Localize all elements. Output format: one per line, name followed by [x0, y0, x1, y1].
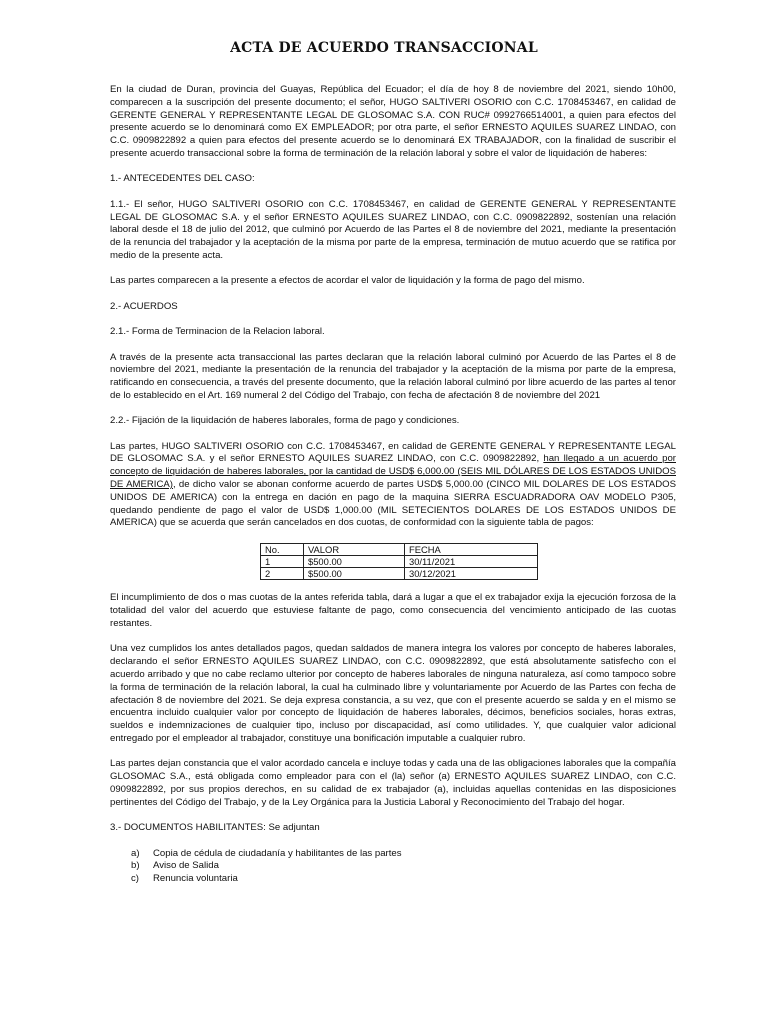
obligations-paragraph: Las partes dejan constancia que el valor acordado cancela e incluye todas y cada una de las obligaciones laborales que la compañía GLOSOMAC S.A., está obligada como empleador para con el (la) señor (a) ERNESTO AQUILES SUAREZ LINDAO, con C.C. 0909822892, por sus propios derechos, en su calidad de ex trabajador (a), incluidas aquellas contenidas en las disposiciones pertinentes del Código del Trabajo, y de la Ley Orgánica para la Justicia Laboral y Reconocimiento del Trabajo del hogar.: [110, 758, 676, 808]
document-title: ACTA DE ACUERDO TRANSACCIONAL: [230, 40, 538, 56]
section-2-2-text-end: , de dicho valor se abonan conforme acuerdo de partes USD$ 5,000.00 (CINCO MIL DOLARES DE LOS ESTADOS UNIDOS DE AMERICA) con la entrega en dación en pago de la maquina SIERRA ESCUADRADORA OAV MODELO P305, quedando pendiente de pago el valor de USD$ 1,000.00 (MIL SETECIENTOS DOLARES DE LOS ESTADOS UNIDOS DE AMERICA) que se acuerda que serán cancelados en dos cuotas, de conformidad con la siguiente tabla de pagos:: [110, 479, 676, 529]
payment-table: [260, 543, 538, 580]
list-marker: b): [131, 860, 140, 872]
default-clause-paragraph: El incumplimiento de dos o mas cuotas de la antes referida tabla, dará a lugar a que el ex trabajador exija la ejecución forzosa de la totalidad del valor del acuerdo que estuviese faltante de pago, como consecuencia del vencimiento anticipado de las cuotas restantes.: [110, 592, 676, 630]
header-valor: VALOR: [304, 543, 405, 555]
header-no: No.: [261, 543, 304, 555]
table-cell: $500.00: [304, 567, 405, 579]
list-item: [131, 860, 676, 873]
list-item: [131, 848, 676, 861]
intro-paragraph: En la ciudad de Duran, provincia del Guayas, República del Ecuador; el día de hoy 8 de noviembre del 2021, siendo 10h00, comparecen a la suscripción del presente documento; el señor, HUGO SALTIVERI OSORIO con C.C. 1708453467, en calidad de GERENTE GENERAL Y REPRESENTANTE LEGAL DE GLOSOMAC S.A. CON RUC# 0992766514001, a quien para efectos del presente acuerdo se lo denominará como EX EMPLEADOR; por otra parte, el señor ERNESTO AQUILES SUAREZ LINDAO, con C.C. 0909822892 a quien para efectos del presente acuerdo se lo denominará EX TRABAJADOR, con la finalidad de suscribir el presente acuerdo transaccional sobre la forma de terminación de la relación laboral y sobre el valor de liquidación de haberes:: [110, 84, 676, 159]
header-fecha: FECHA: [405, 543, 538, 555]
table-row: [261, 555, 538, 567]
list-marker: a): [131, 847, 140, 859]
section-2-heading: 2.- ACUERDOS: [110, 300, 178, 312]
attached-documents-list: [110, 848, 676, 886]
section-2-1-paragraph: A través de la presente acta transaccional las partes declaran que la relación laboral culminó por Acuerdo de las Partes el 8 de noviembre del 2021, mediante la presentación de la renuncia del trabajador y la aceptación de la misma por parte de la empresa, ratificando en consecuencia, a través del presente documento, que la relación laboral culminó por libre acuerdo de las partes al tenor de lo establecido en el Art. 169 numeral 2 del Código del Trabajo, con fecha de afectación 8 de noviembre del 2021: [110, 351, 676, 401]
list-item: [131, 873, 676, 886]
list-marker: c): [131, 872, 139, 884]
table-row: [261, 567, 538, 579]
table-cell: $500.00: [304, 555, 405, 567]
settlement-paragraph: Una vez cumplidos los antes detallados pagos, quedan saldados de manera integra los valores por concepto de haberes laborales, declarando el señor ERNESTO AQUILES SUAREZ LINDAO, con C.C. 0909822892, que está absolutamente satisfecho con el acuerdo arribado y que no cabe reclamo ulterior por concepto de haberes laborales de ninguna naturaleza, así como tampoco sobre la forma de terminación de la relación laboral, la cual ha culminado libre y voluntariamente por Acuerdo de las Partes con fecha de afectación 8 de noviembre del 2021. Se deja expresa constancia, a su vez, que con el presente acuerdo se salda y en el mismo se encuentra incluido cualquier valor por concepto de liquidación de haberes laborales, décimos, beneficios sociales, horas extras, sueldos e indemnizaciones de cualquier tipo, incluso por discapacidad, así como utilidades. Y, que cualquier valor adicional entregado por el empleador al trabajador, constituye una bonificación imputable a cualquier rubro.: [110, 643, 676, 745]
list-item-text: Aviso de Salida: [153, 860, 219, 872]
table-cell: 30/12/2021: [405, 567, 538, 579]
section-2-2-text-start: Las partes, HUGO SALTIVERI OSORIO con C.C. 1708453467, en calidad de GERENTE GENERAL Y REPRESENTANTE LEGAL DE GLOSOMAC S.A. y el señor ERNESTO AQUILES SUAREZ LINDAO, con C.C. 0909822892,: [110, 440, 676, 465]
table-cell: 1: [261, 555, 304, 567]
document-body: [110, 84, 676, 885]
section-2-2-heading: 2.2.- Fijación de la liquidación de haberes laborales, forma de pago y condiciones.: [110, 415, 460, 427]
section-3-heading: 3.- DOCUMENTOS HABILITANTES: Se adjuntan: [110, 822, 320, 834]
list-item-text: Copia de cédula de ciudadanía y habilitantes de las partes: [153, 847, 402, 859]
table-cell: 2: [261, 567, 304, 579]
section-2-2-underlined-agreement: han llegado a un acuerdo por concepto de liquidación de haberes laborales, por la cantidad de USD$ 6,000.00 (SEIS MIL DÓLARES DE LOS ESTADOS UNIDOS DE AMERICA): [110, 453, 676, 491]
section-1-1-paragraph: 1.1.- El señor, HUGO SALTIVERI OSORIO con C.C. 1708453467, en calidad de GERENTE GENERAL Y REPRESENTANTE LEGAL DE GLOSOMAC S.A. y el señor ERNESTO AQUILES SUAREZ LINDAO, con C.C. 0909822892, sostenían una relación laboral desde el 18 de julio del 2012, que culminó por Acuerdo de las Partes el 8 de noviembre del 2021, mediante la presentación de la renuncia del trabajador y la aceptación de la misma por parte de la empresa, terminación de mutuo acuerdo que se ratifica por medio de la presente acta.: [110, 198, 676, 261]
section-1-heading: 1.- ANTECEDENTES DEL CASO:: [110, 173, 255, 185]
table-cell: 30/11/2021: [405, 555, 538, 567]
payment-table-header: [261, 543, 538, 555]
list-item-text: Renuncia voluntaria: [153, 872, 238, 884]
section-2-1-heading: 2.1.- Forma de Terminacion de la Relacion laboral.: [110, 326, 325, 338]
section-2-2-paragraph: [110, 441, 676, 531]
section-1-closing-paragraph: Las partes comparecen a la presente a efectos de acordar el valor de liquidación y la forma de pago del mismo.: [110, 275, 585, 287]
